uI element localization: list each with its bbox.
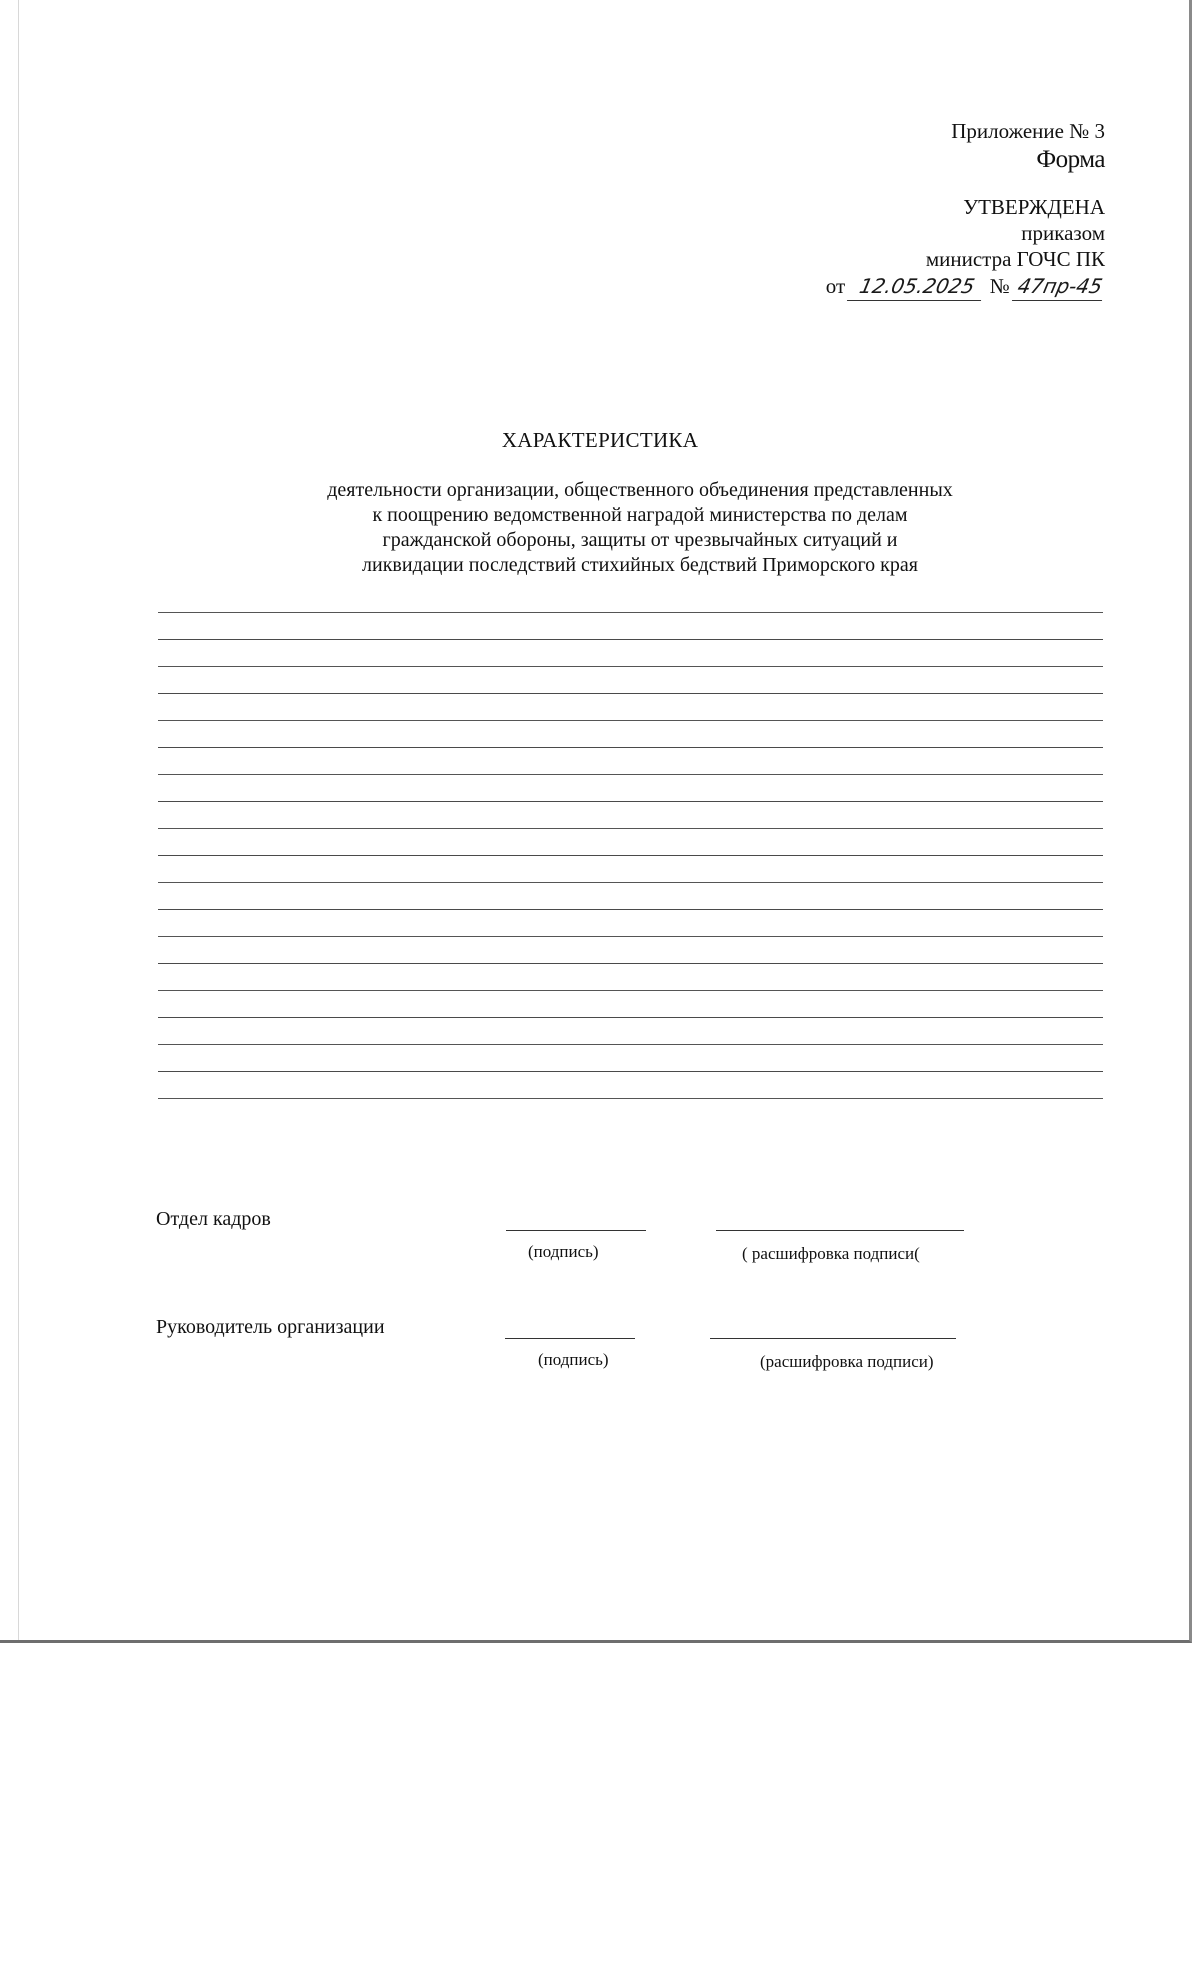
- minister-label: министра ГОЧС ПК: [925, 247, 1105, 271]
- head-signature-field[interactable]: [505, 1316, 635, 1339]
- handwritten-date: 12.05.2025: [847, 272, 987, 301]
- hr-signature-caption: (подпись): [528, 1242, 599, 1261]
- form-label: Форма: [1036, 146, 1105, 173]
- document-subtitle: [250, 478, 1030, 578]
- from-prefix: от: [825, 274, 846, 298]
- writing-line: [158, 855, 1103, 856]
- approved-label: УТВЕРЖДЕНА: [963, 195, 1105, 219]
- hr-decoding-caption: ( расшифровка подписи(: [742, 1244, 920, 1263]
- writing-line: [158, 936, 1103, 937]
- blank-writing-lines: [158, 612, 1103, 1125]
- hr-signature-row: [156, 1208, 1016, 1278]
- writing-line: [158, 909, 1103, 910]
- head-decoding-caption: (расшифровка подписи): [760, 1352, 934, 1371]
- subtitle-line: гражданской обороны, защиты от чрезвычайных ситуаций и: [382, 529, 898, 551]
- writing-line: [158, 639, 1103, 640]
- head-label: Руководитель организации: [156, 1316, 385, 1338]
- by-order-label: приказом: [1021, 221, 1105, 245]
- page-edge: [18, 0, 19, 1640]
- writing-line: [158, 1098, 1103, 1099]
- writing-line: [158, 963, 1103, 964]
- writing-line: [158, 801, 1103, 802]
- number-sign: №: [989, 274, 1010, 298]
- document-title: ХАРАКТЕРИСТИКА: [501, 428, 699, 452]
- writing-line: [158, 828, 1103, 829]
- subtitle-line: к поощрению ведомственной наградой министерства по делам: [372, 504, 908, 526]
- writing-line: [158, 882, 1103, 883]
- hr-decoding-field[interactable]: [716, 1208, 964, 1231]
- writing-line: [158, 747, 1103, 748]
- handwritten-order-number: 47пр-45: [1012, 272, 1108, 301]
- writing-line: [158, 666, 1103, 667]
- appendix-label: Приложение № 3: [951, 119, 1105, 143]
- writing-line: [158, 612, 1103, 613]
- writing-line: [158, 1044, 1103, 1045]
- hr-signature-field[interactable]: [506, 1208, 646, 1231]
- head-signature-caption: (подпись): [538, 1350, 609, 1369]
- writing-line: [158, 720, 1103, 721]
- writing-line: [158, 1017, 1103, 1018]
- subtitle-line: ликвидации последствий стихийных бедствий Приморского края: [362, 554, 918, 576]
- writing-line: [158, 774, 1103, 775]
- approval-header: [826, 118, 1105, 301]
- head-decoding-field[interactable]: [710, 1316, 956, 1339]
- hr-label: Отдел кадров: [156, 1208, 271, 1230]
- writing-line: [158, 1071, 1103, 1072]
- writing-line: [158, 693, 1103, 694]
- subtitle-line: деятельности организации, общественного объединения представленных: [327, 479, 953, 501]
- order-line: [826, 272, 1105, 301]
- head-signature-row: [156, 1316, 1016, 1386]
- writing-line: [158, 990, 1103, 991]
